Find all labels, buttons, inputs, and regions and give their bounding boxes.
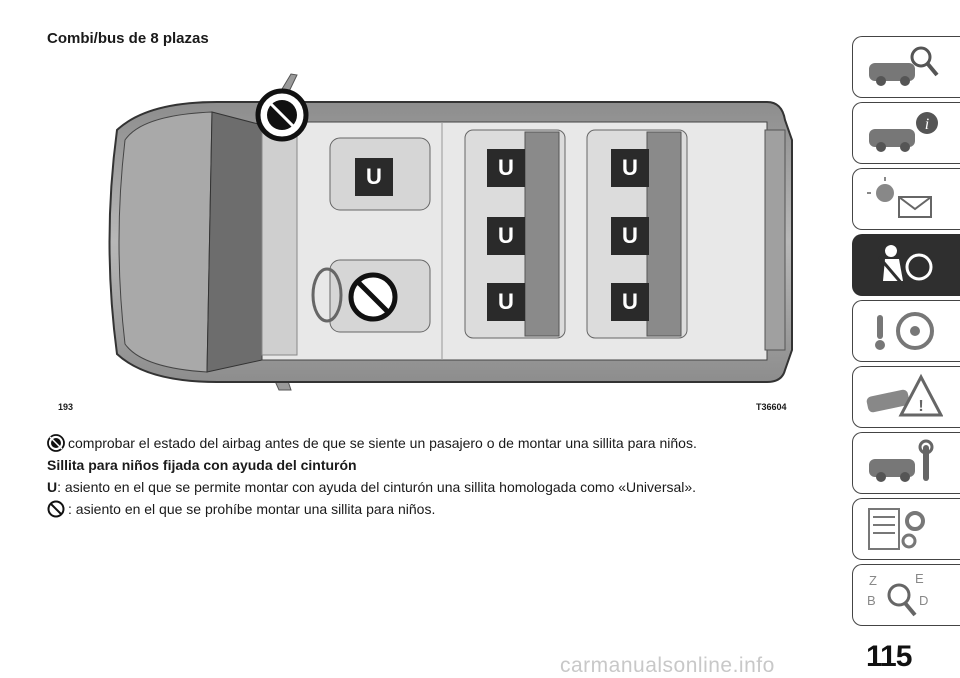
svg-text:U: U	[366, 164, 382, 189]
tab-index[interactable]	[852, 564, 960, 626]
svg-text:U: U	[498, 155, 514, 180]
svg-text:D: D	[919, 593, 929, 608]
tab-starting-driving[interactable]	[852, 300, 960, 362]
figure-number: 193	[58, 402, 74, 412]
seat-badge-row3-c	[611, 283, 649, 321]
list-gears-icon	[863, 505, 943, 553]
body-text	[47, 432, 807, 520]
svg-text:U: U	[498, 289, 514, 314]
seat-badge-row2-a	[487, 149, 525, 187]
tab-safety[interactable]	[852, 234, 960, 296]
alphabet-search-icon	[863, 571, 943, 619]
svg-text:i: i	[924, 116, 930, 133]
svg-text:U: U	[622, 223, 638, 248]
tab-car-info[interactable]	[852, 102, 960, 164]
prohibited-definition-line	[47, 498, 807, 520]
airbag-passenger-icon	[863, 241, 943, 289]
tab-car-search[interactable]	[852, 36, 960, 98]
seat-badge-row3-b	[611, 217, 649, 255]
page-title: Combi/bus de 8 plazas	[47, 30, 209, 47]
car-wrench-icon	[863, 439, 943, 487]
page-number: 115	[866, 640, 912, 673]
svg-text:B: B	[867, 593, 876, 608]
airbag-warning-small-icon	[47, 434, 65, 452]
seat-badge-row3-a	[611, 149, 649, 187]
section-subheading: Sillita para niños fijada con ayuda del cinturón	[47, 457, 357, 473]
svg-text:U: U	[498, 223, 514, 248]
seat-badge-row2-b	[487, 217, 525, 255]
car-info-icon	[863, 109, 943, 157]
airbag-note-text: comprobar el estado del airbag antes de que se siente un pasajero o de montar una sillita para niños.	[68, 435, 697, 451]
seat-badge-row2-c	[487, 283, 525, 321]
tab-technical-data[interactable]	[852, 498, 960, 560]
seat-badge-front-left	[355, 158, 393, 196]
u-letter: U	[47, 479, 58, 495]
car-emergency-triangle-icon	[863, 373, 943, 421]
warning-light-mail-icon	[863, 175, 943, 223]
svg-text:U: U	[622, 289, 638, 314]
prohibited-description: : asiento en el que se prohíbe montar una sillita para niños.	[68, 501, 436, 517]
svg-text:E: E	[915, 571, 924, 586]
tab-maintenance[interactable]	[852, 432, 960, 494]
u-description: : asiento en el que se permite montar con ayuda del cinturón una sillita homologada como «Universal».	[57, 479, 697, 495]
prohibited-icon	[351, 275, 395, 319]
steering-key-icon	[863, 307, 943, 355]
svg-text:Z: Z	[869, 573, 877, 588]
svg-text:U: U	[622, 155, 638, 180]
tab-warning-lights[interactable]	[852, 168, 960, 230]
tab-emergency[interactable]	[852, 366, 960, 428]
car-search-icon	[863, 43, 943, 91]
watermark: carmanualsonline.info	[560, 654, 775, 677]
u-definition-line	[47, 476, 807, 498]
svg-text:!: !	[918, 398, 924, 415]
van-top-view-figure	[47, 70, 813, 420]
figure-code: T36604	[756, 402, 787, 412]
airbag-note-line	[47, 432, 807, 454]
airbag-warning-icon	[258, 91, 306, 139]
prohibited-small-icon	[47, 500, 65, 518]
